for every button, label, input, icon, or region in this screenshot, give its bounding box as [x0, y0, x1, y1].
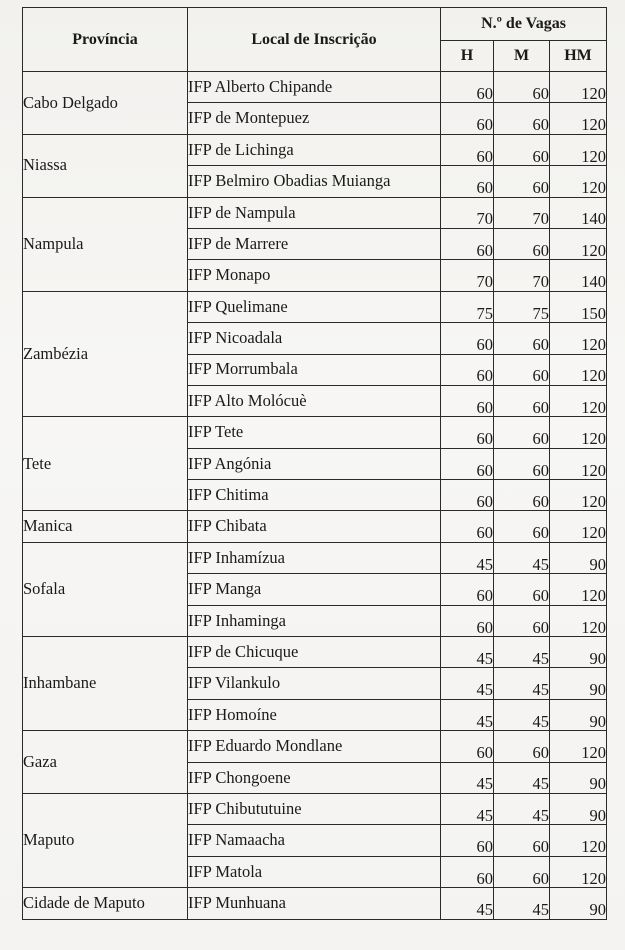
- vagas-h-cell: 70: [441, 260, 494, 291]
- local-cell: IFP Namaacha: [188, 825, 441, 856]
- vagas-hm-cell: 90: [550, 542, 607, 573]
- local-cell: IFP de Lichinga: [188, 134, 441, 165]
- vagas-m-cell: 60: [494, 228, 550, 259]
- vagas-m-cell: 60: [494, 354, 550, 385]
- provincia-cell: Cabo Delgado: [23, 72, 188, 135]
- vagas-h-cell: 60: [441, 72, 494, 103]
- vagas-m-cell: 75: [494, 291, 550, 322]
- vagas-h-cell: 60: [441, 166, 494, 197]
- vagas-h-cell: 45: [441, 793, 494, 824]
- header-m: M: [494, 41, 550, 72]
- table-row: [23, 793, 607, 824]
- vagas-hm-cell: 120: [550, 605, 607, 636]
- vagas-h-cell: 60: [441, 574, 494, 605]
- local-cell: IFP Tete: [188, 417, 441, 448]
- provincia-cell: Maputo: [23, 793, 188, 887]
- vagas-hm-cell: 120: [550, 103, 607, 134]
- local-cell: IFP Homoíne: [188, 699, 441, 730]
- local-cell: IFP Chitima: [188, 480, 441, 511]
- vagas-m-cell: 60: [494, 480, 550, 511]
- vagas-hm-cell: 120: [550, 72, 607, 103]
- vagas-h-cell: 45: [441, 699, 494, 730]
- vagas-m-cell: 60: [494, 166, 550, 197]
- local-cell: IFP Inhamízua: [188, 542, 441, 573]
- local-cell: IFP de Marrere: [188, 228, 441, 259]
- vagas-hm-cell: 120: [550, 731, 607, 762]
- provincia-cell: Sofala: [23, 542, 188, 636]
- vagas-hm-cell: 120: [550, 385, 607, 416]
- vagas-h-cell: 60: [441, 103, 494, 134]
- table-row: [23, 888, 607, 919]
- local-cell: IFP Alto Molócuè: [188, 385, 441, 416]
- vagas-m-cell: 45: [494, 888, 550, 919]
- vagas-h-cell: 45: [441, 762, 494, 793]
- local-cell: IFP Nicoadala: [188, 323, 441, 354]
- vagas-m-cell: 45: [494, 762, 550, 793]
- local-cell: IFP de Nampula: [188, 197, 441, 228]
- vagas-hm-cell: 140: [550, 197, 607, 228]
- local-cell: IFP Matola: [188, 856, 441, 887]
- local-cell: IFP Chibata: [188, 511, 441, 542]
- header-vagas: N.º de Vagas: [441, 8, 607, 41]
- local-cell: IFP Quelimane: [188, 291, 441, 322]
- provincia-cell: Nampula: [23, 197, 188, 291]
- table-row: [23, 637, 607, 668]
- local-cell: IFP Alberto Chipande: [188, 72, 441, 103]
- vagas-h-cell: 75: [441, 291, 494, 322]
- provincia-cell: Inhambane: [23, 637, 188, 731]
- vagas-m-cell: 60: [494, 448, 550, 479]
- vagas-m-cell: 45: [494, 668, 550, 699]
- local-cell: IFP de Chicuque: [188, 637, 441, 668]
- vagas-hm-cell: 90: [550, 668, 607, 699]
- provincia-cell: Zambézia: [23, 291, 188, 417]
- vagas-h-cell: 60: [441, 511, 494, 542]
- header-hm: HM: [550, 41, 607, 72]
- header-h: H: [441, 41, 494, 72]
- vagas-h-cell: 45: [441, 542, 494, 573]
- table-row: [23, 731, 607, 762]
- local-cell: IFP Chibututuine: [188, 793, 441, 824]
- vagas-m-cell: 45: [494, 637, 550, 668]
- vagas-hm-cell: 90: [550, 793, 607, 824]
- local-cell: IFP Manga: [188, 574, 441, 605]
- table-body: [23, 72, 607, 920]
- vagas-h-cell: 45: [441, 888, 494, 919]
- provincia-cell: Manica: [23, 511, 188, 542]
- vagas-m-cell: 60: [494, 731, 550, 762]
- vagas-h-cell: 60: [441, 605, 494, 636]
- vagas-hm-cell: 140: [550, 260, 607, 291]
- vagas-hm-cell: 120: [550, 511, 607, 542]
- local-cell: IFP de Montepuez: [188, 103, 441, 134]
- table-row: [23, 291, 607, 322]
- vagas-m-cell: 45: [494, 793, 550, 824]
- vagas-hm-cell: 120: [550, 480, 607, 511]
- provincia-cell: Tete: [23, 417, 188, 511]
- vagas-hm-cell: 90: [550, 762, 607, 793]
- vagas-hm-cell: 90: [550, 888, 607, 919]
- vagas-hm-cell: 120: [550, 323, 607, 354]
- vagas-hm-cell: 120: [550, 825, 607, 856]
- vagas-hm-cell: 120: [550, 228, 607, 259]
- vagas-hm-cell: 90: [550, 699, 607, 730]
- vagas-h-cell: 60: [441, 417, 494, 448]
- vagas-m-cell: 60: [494, 134, 550, 165]
- vagas-m-cell: 60: [494, 103, 550, 134]
- local-cell: IFP Inhaminga: [188, 605, 441, 636]
- vagas-h-cell: 45: [441, 668, 494, 699]
- vagas-hm-cell: 120: [550, 574, 607, 605]
- vagas-h-cell: 60: [441, 134, 494, 165]
- vagas-hm-cell: 120: [550, 417, 607, 448]
- vagas-h-cell: 60: [441, 731, 494, 762]
- vagas-h-cell: 60: [441, 448, 494, 479]
- vagas-m-cell: 60: [494, 605, 550, 636]
- vagas-m-cell: 45: [494, 699, 550, 730]
- vagas-hm-cell: 120: [550, 166, 607, 197]
- vagas-h-cell: 60: [441, 825, 494, 856]
- table-row: [23, 72, 607, 103]
- vagas-m-cell: 60: [494, 323, 550, 354]
- local-cell: IFP Belmiro Obadias Muianga: [188, 166, 441, 197]
- vagas-m-cell: 60: [494, 825, 550, 856]
- vagas-hm-cell: 120: [550, 448, 607, 479]
- local-cell: IFP Vilankulo: [188, 668, 441, 699]
- local-cell: IFP Morrumbala: [188, 354, 441, 385]
- vagas-m-cell: 60: [494, 417, 550, 448]
- vagas-h-cell: 60: [441, 856, 494, 887]
- vagas-hm-cell: 150: [550, 291, 607, 322]
- table-row: [23, 134, 607, 165]
- vagas-h-cell: 60: [441, 323, 494, 354]
- vagas-m-cell: 60: [494, 385, 550, 416]
- table-header: [23, 8, 607, 72]
- vagas-m-cell: 60: [494, 856, 550, 887]
- vacancies-table: [22, 7, 607, 920]
- vagas-m-cell: 45: [494, 542, 550, 573]
- vagas-m-cell: 70: [494, 197, 550, 228]
- local-cell: IFP Angónia: [188, 448, 441, 479]
- vagas-m-cell: 70: [494, 260, 550, 291]
- local-cell: IFP Monapo: [188, 260, 441, 291]
- vagas-h-cell: 70: [441, 197, 494, 228]
- vagas-hm-cell: 120: [550, 354, 607, 385]
- local-cell: IFP Chongoene: [188, 762, 441, 793]
- table-row: [23, 197, 607, 228]
- vagas-h-cell: 45: [441, 637, 494, 668]
- vagas-h-cell: 60: [441, 228, 494, 259]
- local-cell: IFP Eduardo Mondlane: [188, 731, 441, 762]
- vagas-m-cell: 60: [494, 574, 550, 605]
- provincia-cell: Gaza: [23, 731, 188, 794]
- provincia-cell: Cidade de Maputo: [23, 888, 188, 919]
- provincia-cell: Niassa: [23, 134, 188, 197]
- vagas-h-cell: 60: [441, 354, 494, 385]
- table-row: [23, 511, 607, 542]
- table-row: [23, 417, 607, 448]
- header-local: Local de Inscrição: [188, 8, 441, 72]
- vagas-hm-cell: 120: [550, 134, 607, 165]
- vagas-h-cell: 60: [441, 385, 494, 416]
- vagas-m-cell: 60: [494, 511, 550, 542]
- vagas-h-cell: 60: [441, 480, 494, 511]
- table-row: [23, 542, 607, 573]
- vagas-hm-cell: 90: [550, 637, 607, 668]
- vagas-m-cell: 60: [494, 72, 550, 103]
- header-provincia: Província: [23, 8, 188, 72]
- local-cell: IFP Munhuana: [188, 888, 441, 919]
- vagas-hm-cell: 120: [550, 856, 607, 887]
